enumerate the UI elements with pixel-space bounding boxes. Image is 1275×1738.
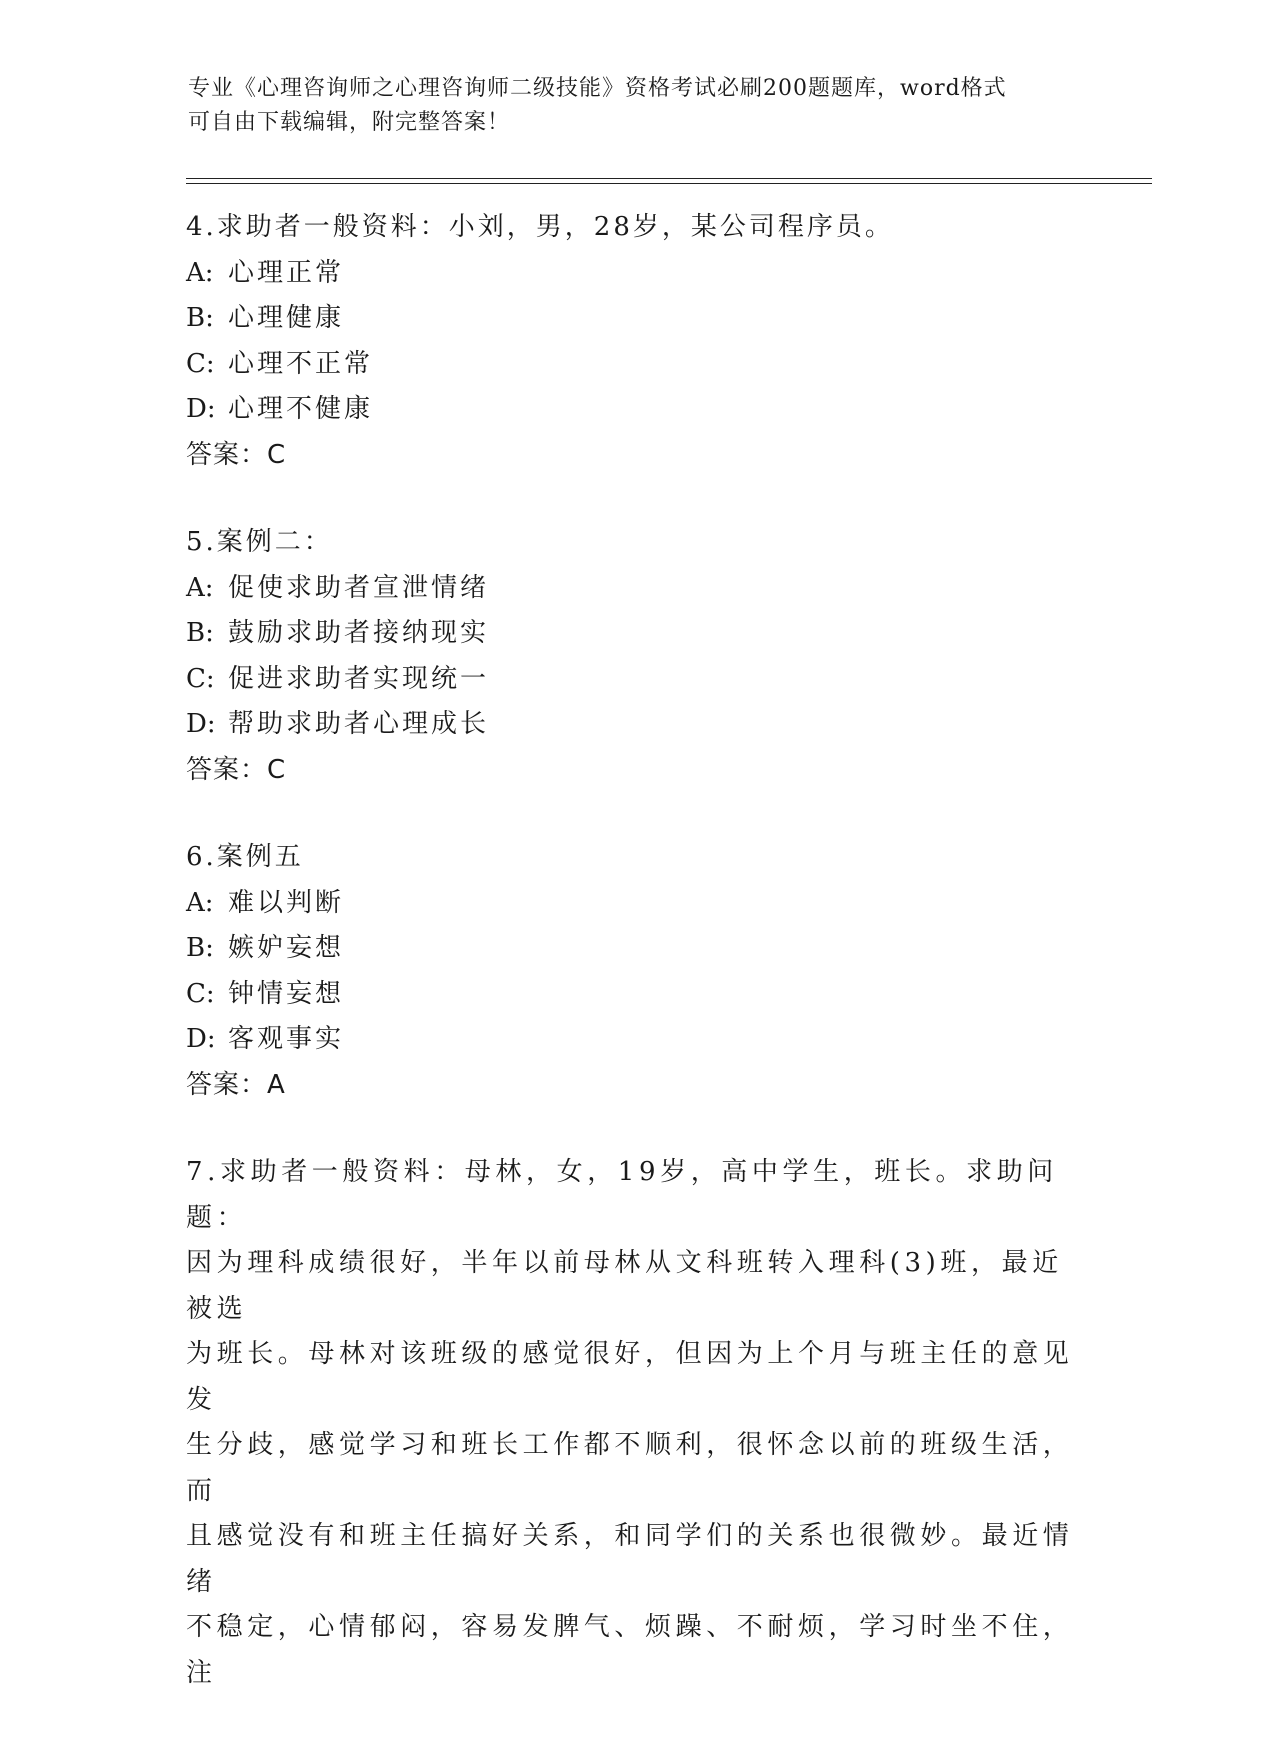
option-text: 促进求助者实现统一: [228, 663, 490, 694]
option-letter: D:: [186, 709, 216, 739]
question-body-line: 因为理科成绩很好，半年以前母林从文科班转入理科(3)班，最近被选: [186, 1248, 1063, 1324]
option-d: [186, 1017, 1086, 1063]
option-text: 钟情妄想: [228, 978, 345, 1009]
option-text: 鼓励求助者接纳现实: [228, 618, 490, 648]
option-letter: B:: [186, 933, 214, 963]
question-7: [186, 1150, 1086, 1696]
option-c: [186, 657, 1086, 703]
question-stem: 6.案例五: [186, 842, 304, 872]
question-6: [186, 835, 1086, 1108]
header-divider-bottom: [186, 183, 1152, 184]
option-d: [186, 387, 1086, 433]
question-body-line: 为班长。母林对该班级的感觉很好，但因为上个月与班主任的意见发: [186, 1339, 1074, 1415]
answer: 答案：C: [186, 439, 287, 470]
option-letter: C:: [186, 663, 215, 694]
question-5: [186, 520, 1086, 793]
option-letter: C:: [186, 348, 215, 379]
option-text: 心理正常: [228, 257, 345, 288]
option-text: 帮助求助者心理成长: [228, 709, 490, 739]
question-stem-line: 7.求助者一般资料：母林，女，19岁，高中学生，班长。求助问题：: [186, 1157, 1058, 1233]
question-body-line: 不稳定，心情郁闷，容易发脾气、烦躁、不耐烦，学习时坐不住，注: [186, 1612, 1074, 1688]
question-list: [186, 205, 1086, 1738]
option-text: 客观事实: [228, 1024, 345, 1054]
option-text: 促使求助者宣泄情绪: [228, 572, 490, 603]
option-letter: D:: [186, 1024, 216, 1054]
option-letter: A:: [186, 887, 214, 918]
question-body-line: 且感觉没有和班主任搞好关系，和同学们的关系也很微妙。最近情绪: [186, 1521, 1074, 1597]
header-line-2: 可自由下载编辑，附完整答案！: [188, 110, 511, 135]
answer: 答案：C: [186, 754, 287, 785]
option-letter: A:: [186, 257, 214, 288]
option-letter: C:: [186, 978, 215, 1009]
option-text: 心理不正常: [228, 348, 374, 379]
header-divider-top: [186, 178, 1152, 179]
option-b: [186, 296, 1086, 342]
option-b: [186, 926, 1086, 972]
option-letter: D:: [186, 394, 216, 424]
question-body-line: 生分歧，感觉学习和班长工作都不顺利，很怀念以前的班级生活，而: [186, 1430, 1074, 1506]
option-text: 心理健康: [228, 303, 345, 333]
question-stem: 4.求助者一般资料：小刘，男，28岁，某公司程序员。: [186, 212, 894, 242]
option-letter: B:: [186, 303, 214, 333]
option-c: [186, 342, 1086, 388]
option-text: 难以判断: [228, 887, 345, 918]
option-text: 心理不健康: [228, 394, 374, 424]
question-4: [186, 205, 1086, 478]
option-letter: B:: [186, 618, 214, 648]
option-a: [186, 566, 1086, 612]
question-stem: 5.案例二：: [186, 527, 333, 557]
answer: 答案：A: [186, 1069, 286, 1100]
option-c: [186, 972, 1086, 1018]
option-text: 嫉妒妄想: [228, 933, 345, 963]
header-line-1: 专业《心理咨询师之心理咨询师二级技能》资格考试必刷200题题库，word格式: [188, 76, 1007, 101]
option-a: [186, 881, 1086, 927]
option-d: [186, 702, 1086, 748]
option-a: [186, 251, 1086, 297]
option-letter: A:: [186, 572, 214, 603]
option-b: [186, 611, 1086, 657]
document-header: [188, 72, 1088, 140]
